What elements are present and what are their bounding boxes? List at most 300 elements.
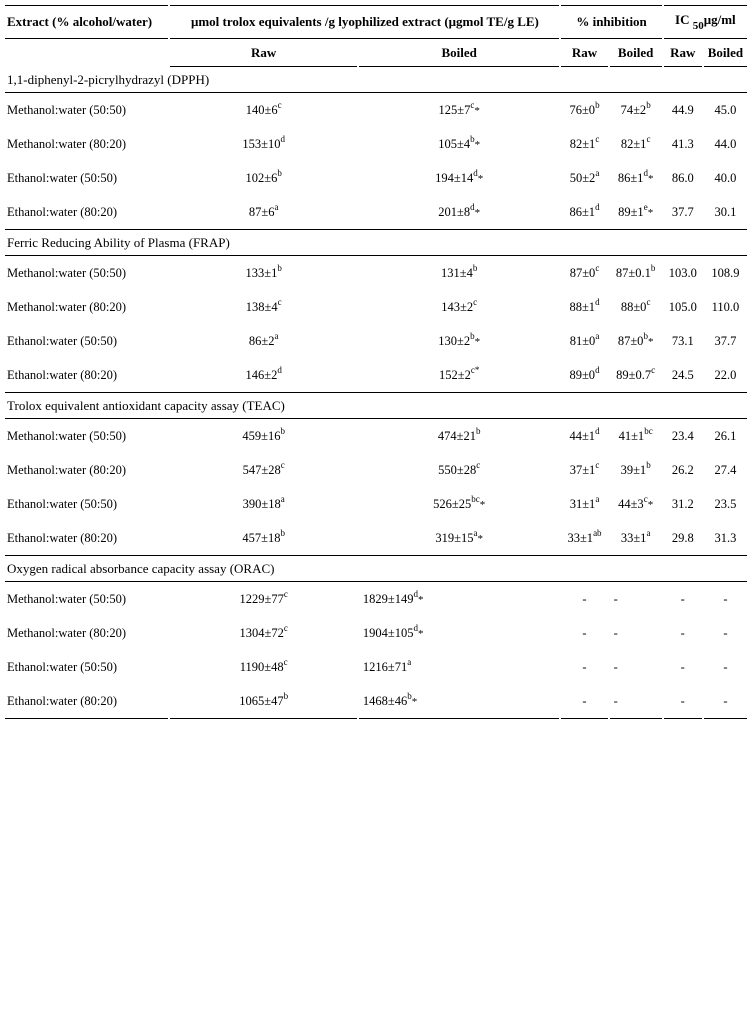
inh-boiled-cell-significance: c <box>651 364 656 375</box>
te-boiled-cell-significance: c <box>476 459 481 470</box>
ic-boiled-cell-value: - <box>723 659 728 674</box>
te-raw-cell-value: 87±6 <box>248 204 275 219</box>
inh-raw-cell-significance: a <box>595 493 600 504</box>
inh-raw-cell-significance: ab <box>593 527 602 538</box>
te-boiled-cell-star: * <box>474 206 481 219</box>
inh-boiled-cell-value: 82±1 <box>620 136 647 151</box>
te-boiled-cell-star: * <box>411 695 418 708</box>
te-raw-cell <box>170 684 356 719</box>
inh-raw-cell <box>561 650 607 684</box>
table-row <box>5 161 747 195</box>
inh-boiled-cell-value: - <box>613 591 618 606</box>
inh-raw-cell-value: 33±1 <box>567 530 594 545</box>
te-boiled-cell-star: * <box>474 104 480 117</box>
te-raw-cell-value: 459±16 <box>242 428 281 443</box>
te-raw-cell-significance: a <box>274 201 279 212</box>
inh-raw-cell <box>561 161 607 195</box>
inh-raw-cell <box>561 290 607 324</box>
ic-raw-cell <box>664 127 702 161</box>
ic-raw-cell-value: 26.2 <box>671 462 694 477</box>
ic-boiled-cell-value: - <box>723 625 728 640</box>
inh-raw-cell <box>561 616 607 650</box>
ic-raw-cell <box>664 93 702 127</box>
inh-boiled-cell <box>610 616 662 650</box>
section-title: 1,1-diphenyl-2-picrylhydrazyl (DPPH) <box>5 67 747 93</box>
header-extract: Extract (% alcohol/water) <box>5 5 168 39</box>
ic-boiled-cell <box>704 256 747 290</box>
inh-raw-cell-significance: c <box>595 459 600 470</box>
te-boiled-cell-value: 319±15 <box>435 530 474 545</box>
ic-raw-cell <box>664 582 702 616</box>
table-row <box>5 616 747 650</box>
inh-boiled-cell-significance: c <box>643 493 648 504</box>
te-boiled-cell-significance: a <box>473 527 478 538</box>
te-raw-cell-significance: c <box>283 622 288 633</box>
inh-boiled-cell-significance: b <box>643 330 648 341</box>
header-ic-raw: Raw <box>664 39 702 67</box>
section-title: Trolox equivalent antioxidant capacity assay (TEAC) <box>5 392 747 419</box>
te-raw-cell-value: 1229±77 <box>239 591 284 606</box>
te-boiled-cell <box>359 93 560 127</box>
te-raw-cell <box>170 161 356 195</box>
ic-boiled-cell <box>704 290 747 324</box>
te-boiled-cell-star: * <box>474 138 481 151</box>
ic-boiled-cell <box>704 93 747 127</box>
te-boiled-cell-star: * <box>479 498 486 511</box>
inh-raw-cell <box>561 195 607 229</box>
ic-boiled-cell-value: 108.9 <box>711 265 740 280</box>
ic-raw-cell-value: - <box>680 693 685 708</box>
te-raw-cell <box>170 358 356 392</box>
inh-boiled-cell-value: 86±1 <box>617 170 644 185</box>
ic-boiled-cell-value: 31.3 <box>714 530 737 545</box>
header-te-raw: Raw <box>170 39 356 67</box>
te-raw-cell-significance: a <box>274 330 279 341</box>
table-row <box>5 453 747 487</box>
inh-raw-cell-value: 44±1 <box>569 428 596 443</box>
inh-raw-cell-significance: d <box>595 296 600 307</box>
inh-raw-cell-value: 86±1 <box>569 204 596 219</box>
te-boiled-cell <box>359 487 560 521</box>
te-raw-cell-value: 1190±48 <box>239 659 284 674</box>
ic-boiled-cell <box>704 487 747 521</box>
te-raw-cell <box>170 616 356 650</box>
table-row <box>5 195 747 229</box>
te-boiled-cell-value: 105±4 <box>438 136 471 151</box>
ic-raw-cell-value: - <box>680 591 685 606</box>
te-raw-cell <box>170 487 356 521</box>
te-raw-cell-value: 1304±72 <box>239 625 284 640</box>
te-raw-cell <box>170 127 356 161</box>
inh-raw-cell-value: 31±1 <box>569 496 596 511</box>
te-raw-cell-value: 138±4 <box>245 299 278 314</box>
te-raw-cell-significance: b <box>277 167 282 178</box>
ic-boiled-cell <box>704 684 747 719</box>
te-boiled-cell <box>359 358 560 392</box>
te-raw-cell <box>170 324 356 358</box>
inh-boiled-cell-value: 33±1 <box>620 530 647 545</box>
te-raw-cell-value: 390±18 <box>242 496 281 511</box>
te-boiled-cell-significance: c* <box>470 364 480 375</box>
ic-raw-cell-value: 37.7 <box>671 204 694 219</box>
section-row <box>5 67 747 93</box>
inh-boiled-cell-value: - <box>613 659 618 674</box>
te-boiled-cell-value: 1904±105 <box>362 625 414 640</box>
inh-raw-cell-significance: a <box>595 167 600 178</box>
ic-raw-cell-value: 105.0 <box>668 299 697 314</box>
ic-raw-cell <box>664 161 702 195</box>
inh-boiled-cell-significance: d <box>643 167 648 178</box>
header-ic50-unit: μg/ml <box>703 12 736 27</box>
te-boiled-cell <box>359 521 560 555</box>
inh-raw-cell-value: 81±0 <box>569 333 596 348</box>
row-label: Methanol:water (50:50) <box>7 265 127 280</box>
header-ic50-sub: 50 <box>692 20 704 32</box>
header-blank <box>5 39 168 67</box>
ic-raw-cell <box>664 521 702 555</box>
ic-raw-cell <box>664 453 702 487</box>
ic-boiled-cell <box>704 324 747 358</box>
inh-raw-cell-significance: a <box>595 330 600 341</box>
te-boiled-cell <box>359 127 560 161</box>
te-boiled-cell-significance: b <box>470 330 475 341</box>
inh-boiled-cell-value: 88±0 <box>620 299 647 314</box>
te-boiled-cell-significance: b <box>470 133 475 144</box>
inh-boiled-cell-star: * <box>647 498 654 511</box>
ic-raw-cell <box>664 487 702 521</box>
inh-raw-cell <box>561 684 607 719</box>
table-row <box>5 358 747 392</box>
te-boiled-cell <box>359 684 560 719</box>
inh-boiled-cell-value: 44±3 <box>618 496 644 511</box>
ic-raw-cell-value: 29.8 <box>671 530 694 545</box>
inh-boiled-cell-star: * <box>647 172 654 185</box>
row-label: Methanol:water (50:50) <box>7 102 127 117</box>
ic-raw-cell-value: 86.0 <box>671 170 694 185</box>
te-raw-cell-significance: c <box>277 99 282 110</box>
ic-boiled-cell-value: 27.4 <box>714 462 737 477</box>
te-raw-cell <box>170 256 356 290</box>
header-te-boiled: Boiled <box>359 39 560 67</box>
table-body <box>5 67 747 719</box>
te-raw-cell <box>170 650 356 684</box>
te-boiled-cell-value: 152±2 <box>438 367 471 382</box>
te-boiled-cell-significance: d <box>470 201 475 212</box>
inh-boiled-cell-value: 89±0.7 <box>616 367 652 382</box>
inh-raw-cell-significance: c <box>595 262 600 273</box>
inh-raw-cell-value: 89±0 <box>569 367 596 382</box>
ic-boiled-cell <box>704 453 747 487</box>
te-raw-cell-significance: a <box>280 493 285 504</box>
table-row <box>5 419 747 453</box>
inh-boiled-cell <box>610 127 662 161</box>
row-label: Methanol:water (80:20) <box>7 462 127 477</box>
inh-boiled-cell <box>610 256 662 290</box>
inh-raw-cell-value: 76±0 <box>569 102 596 117</box>
te-boiled-cell <box>359 324 560 358</box>
table-row <box>5 93 747 127</box>
ic-raw-cell-value: - <box>680 659 685 674</box>
te-raw-cell-value: 146±2 <box>245 367 278 382</box>
table-row <box>5 256 747 290</box>
te-raw-cell-value: 133±1 <box>245 265 278 280</box>
te-boiled-cell-significance: d <box>413 622 419 633</box>
inh-boiled-cell-value: 89±1 <box>618 204 644 219</box>
te-boiled-cell-star: * <box>418 593 424 606</box>
inh-boiled-cell-star: * <box>647 206 654 219</box>
section-row <box>5 392 747 419</box>
te-raw-cell <box>170 93 356 127</box>
inh-boiled-cell <box>610 419 662 453</box>
ic-raw-cell <box>664 684 702 719</box>
ic-boiled-cell <box>704 358 747 392</box>
ic-boiled-cell-value: 30.1 <box>714 204 737 219</box>
inh-raw-cell-significance: c <box>595 133 600 144</box>
inh-raw-cell-significance: d <box>595 201 600 212</box>
inh-boiled-cell-significance: b <box>646 99 651 110</box>
ic-boiled-cell <box>704 161 747 195</box>
antioxidant-table-page <box>5 5 747 719</box>
antioxidant-table <box>3 5 749 719</box>
section-title: Ferric Reducing Ability of Plasma (FRAP) <box>5 229 747 256</box>
row-label: Ethanol:water (80:20) <box>7 530 118 545</box>
ic-raw-cell <box>664 290 702 324</box>
ic-raw-cell-value: 73.1 <box>671 333 694 348</box>
te-raw-cell-significance: b <box>280 425 285 436</box>
te-boiled-cell-significance: d <box>473 167 478 178</box>
header-row-secondary <box>5 39 747 67</box>
inh-raw-cell <box>561 256 607 290</box>
section-row <box>5 555 747 582</box>
inh-boiled-cell-significance: a <box>646 527 651 538</box>
te-raw-cell-value: 153±10 <box>242 136 281 151</box>
table-row <box>5 650 747 684</box>
te-boiled-cell-value: 201±8 <box>438 204 471 219</box>
row-label: Methanol:water (80:20) <box>7 136 127 151</box>
inh-raw-cell-significance: d <box>595 425 600 436</box>
inh-raw-cell-value: 50±2 <box>569 170 596 185</box>
te-boiled-cell <box>359 453 560 487</box>
inh-raw-cell <box>561 582 607 616</box>
inh-boiled-cell <box>610 290 662 324</box>
te-boiled-cell-significance: c <box>470 99 475 110</box>
ic-raw-cell <box>664 358 702 392</box>
inh-boiled-cell <box>610 453 662 487</box>
table-row <box>5 684 747 719</box>
te-boiled-cell <box>359 161 560 195</box>
inh-raw-cell-value: 87±0 <box>569 265 596 280</box>
header-inh-boiled: Boiled <box>610 39 662 67</box>
inh-boiled-cell-significance: bc <box>644 425 653 436</box>
te-boiled-cell-value: 143±2 <box>441 299 474 314</box>
header-trolox-equivalents: μmol trolox equivalents /g lyophilized extract (μgmol TE/g LE) <box>170 5 559 39</box>
ic-boiled-cell <box>704 419 747 453</box>
te-raw-cell-significance: d <box>277 364 282 375</box>
ic-raw-cell-value: 103.0 <box>668 265 697 280</box>
te-boiled-cell-significance: b <box>472 262 478 273</box>
inh-raw-cell-value: - <box>582 693 587 708</box>
row-label: Ethanol:water (80:20) <box>5 684 168 719</box>
section-row <box>5 229 747 256</box>
ic-raw-cell-value: 23.4 <box>671 428 694 443</box>
ic-boiled-cell-value: 45.0 <box>714 102 737 117</box>
ic-boiled-cell-value: 40.0 <box>714 170 737 185</box>
inh-raw-cell <box>561 521 607 555</box>
te-raw-cell <box>170 419 356 453</box>
header-row-primary <box>5 5 747 39</box>
ic-boiled-cell-value: - <box>723 693 728 708</box>
inh-raw-cell <box>561 127 607 161</box>
section-title: Oxygen radical absorbance capacity assay (ORAC) <box>5 555 747 582</box>
ic-boiled-cell-value: 26.1 <box>714 428 737 443</box>
te-boiled-cell-significance: a <box>407 656 412 667</box>
te-boiled-cell <box>359 290 560 324</box>
inh-boiled-cell <box>610 324 662 358</box>
ic-raw-cell-value: 24.5 <box>671 367 694 382</box>
inh-boiled-cell-value: - <box>613 625 618 640</box>
ic-raw-cell <box>664 324 702 358</box>
te-boiled-cell <box>359 419 560 453</box>
inh-raw-cell <box>561 453 607 487</box>
ic-boiled-cell-value: 37.7 <box>714 333 737 348</box>
te-boiled-cell <box>359 650 560 684</box>
te-boiled-cell-star: * <box>477 532 483 545</box>
te-boiled-cell-value: 125±7 <box>438 102 471 117</box>
te-boiled-cell <box>359 582 560 616</box>
row-label: Ethanol:water (80:20) <box>7 367 118 382</box>
inh-boiled-cell-significance: b <box>650 262 656 273</box>
ic-boiled-cell <box>704 521 747 555</box>
te-boiled-cell-star: * <box>418 627 424 640</box>
te-raw-cell-significance: d <box>280 133 285 144</box>
inh-boiled-cell-star: * <box>647 335 654 348</box>
te-raw-cell <box>170 453 356 487</box>
inh-raw-cell-value: 88±1 <box>569 299 596 314</box>
inh-raw-cell <box>561 487 607 521</box>
inh-boiled-cell-value: 41±1 <box>618 428 645 443</box>
te-boiled-cell <box>359 195 560 229</box>
te-raw-cell-value: 140±6 <box>245 102 278 117</box>
inh-raw-cell-significance: d <box>595 364 600 375</box>
inh-raw-cell-value: 82±1 <box>569 136 596 151</box>
inh-raw-cell-value: - <box>582 659 587 674</box>
inh-boiled-cell-significance: c <box>646 133 651 144</box>
header-percent-inhibition: % inhibition <box>561 5 661 39</box>
ic-boiled-cell-value: 23.5 <box>714 496 737 511</box>
te-boiled-cell-value: 194±14 <box>435 170 474 185</box>
table-row <box>5 290 747 324</box>
ic-raw-cell-value: - <box>680 625 685 640</box>
inh-boiled-cell-significance: e <box>643 201 648 212</box>
te-boiled-cell-value: 474±21 <box>437 428 476 443</box>
ic-raw-cell-value: 41.3 <box>671 136 694 151</box>
inh-boiled-cell <box>610 582 662 616</box>
inh-boiled-cell-value: 74±2 <box>620 102 647 117</box>
table-row <box>5 521 747 555</box>
header-ic50 <box>664 5 747 39</box>
row-label: Ethanol:water (50:50) <box>7 659 118 674</box>
row-label: Ethanol:water (50:50) <box>7 170 118 185</box>
te-boiled-cell-value: 131±4 <box>440 265 473 280</box>
te-raw-cell-value: 1065±47 <box>239 693 284 708</box>
table-row <box>5 127 747 161</box>
inh-boiled-cell-significance: c <box>646 296 651 307</box>
te-raw-cell <box>170 521 356 555</box>
inh-raw-cell <box>561 93 607 127</box>
inh-boiled-cell <box>610 521 662 555</box>
te-raw-cell-significance: b <box>280 527 285 538</box>
te-boiled-cell <box>359 616 560 650</box>
te-raw-cell-value: 547±28 <box>242 462 281 477</box>
te-boiled-cell <box>359 256 560 290</box>
table-row <box>5 582 747 616</box>
te-raw-cell-significance: b <box>283 690 289 701</box>
te-raw-cell-significance: c <box>283 656 288 667</box>
inh-raw-cell-value: - <box>582 625 587 640</box>
row-label: Methanol:water (80:20) <box>7 625 127 640</box>
inh-raw-cell-value: - <box>582 591 587 606</box>
inh-boiled-cell-significance: b <box>646 459 651 470</box>
ic-boiled-cell <box>704 195 747 229</box>
inh-boiled-cell <box>610 358 662 392</box>
inh-boiled-cell-value: 87±0.1 <box>615 265 651 280</box>
row-label: Ethanol:water (50:50) <box>7 333 118 348</box>
inh-boiled-cell <box>610 684 662 719</box>
ic-boiled-cell-value: 22.0 <box>714 367 737 382</box>
row-label: Methanol:water (80:20) <box>7 299 127 314</box>
ic-raw-cell <box>664 195 702 229</box>
ic-raw-cell <box>664 616 702 650</box>
te-boiled-cell-value: 550±28 <box>438 462 477 477</box>
te-raw-cell <box>170 290 356 324</box>
te-raw-cell-significance: b <box>277 262 282 273</box>
row-label: Ethanol:water (50:50) <box>7 496 118 511</box>
ic-raw-cell-value: 44.9 <box>671 102 694 117</box>
te-raw-cell <box>170 582 356 616</box>
ic-boiled-cell <box>704 127 747 161</box>
ic-raw-cell <box>664 419 702 453</box>
inh-raw-cell <box>561 324 607 358</box>
ic-boiled-cell-value: - <box>723 591 728 606</box>
te-raw-cell-significance: c <box>280 459 285 470</box>
te-boiled-cell-significance: b <box>475 425 481 436</box>
te-raw-cell-value: 457±18 <box>242 530 281 545</box>
table-row <box>5 487 747 521</box>
inh-boiled-cell <box>610 195 662 229</box>
ic-raw-cell <box>664 650 702 684</box>
te-boiled-cell-value: 1216±71 <box>362 659 408 674</box>
inh-raw-cell <box>561 419 607 453</box>
te-boiled-cell-value: 130±2 <box>438 333 471 348</box>
ic-boiled-cell <box>704 650 747 684</box>
inh-raw-cell <box>561 358 607 392</box>
te-raw-cell-significance: c <box>277 296 282 307</box>
te-boiled-cell-value: 526±25 <box>433 496 472 511</box>
inh-boiled-cell <box>610 161 662 195</box>
te-raw-cell <box>170 195 356 229</box>
te-boiled-cell-star: * <box>474 335 481 348</box>
table-row <box>5 324 747 358</box>
inh-boiled-cell <box>610 650 662 684</box>
ic-boiled-cell-value: 44.0 <box>714 136 737 151</box>
ic-raw-cell <box>664 256 702 290</box>
te-raw-cell-significance: c <box>283 588 288 599</box>
te-raw-cell-value: 102±6 <box>245 170 278 185</box>
row-label: Ethanol:water (80:20) <box>7 204 118 219</box>
row-label: Methanol:water (50:50) <box>7 591 127 606</box>
row-label: Methanol:water (50:50) <box>7 428 127 443</box>
te-boiled-cell-significance: b <box>407 690 412 701</box>
